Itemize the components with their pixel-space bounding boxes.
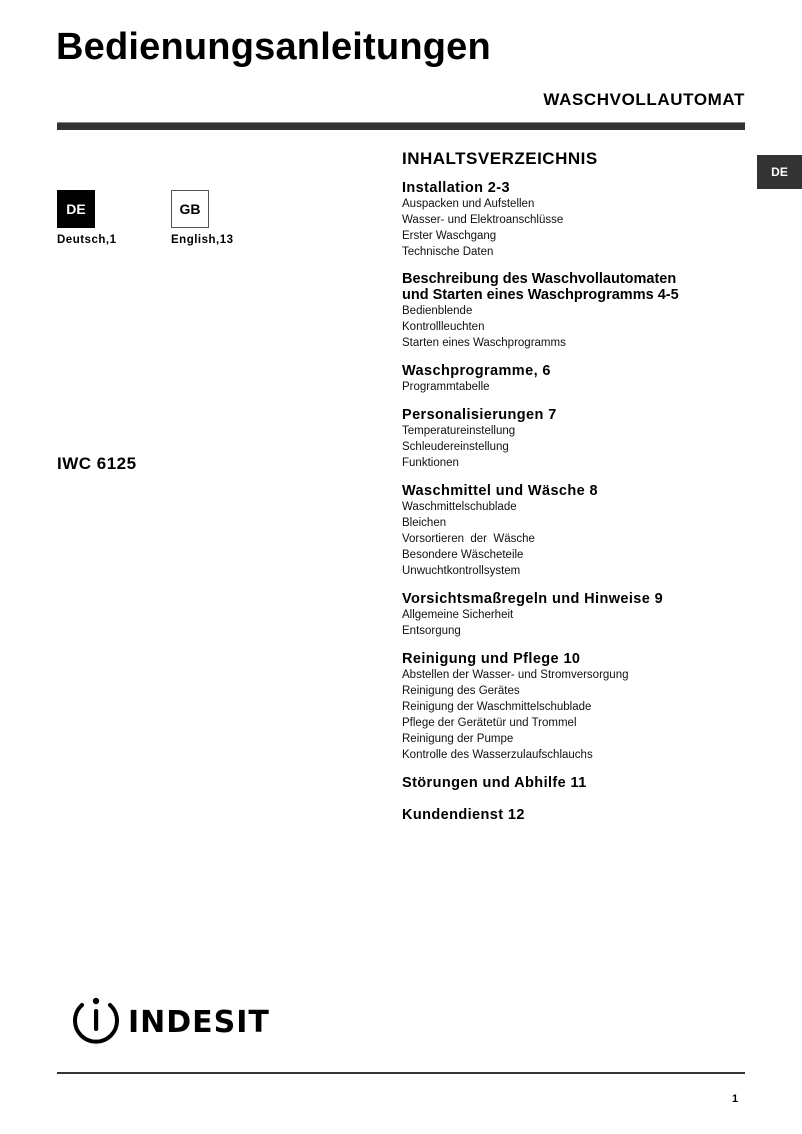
model-number: IWC 6125 bbox=[57, 454, 137, 473]
toc-section-reinigung bbox=[402, 651, 747, 763]
toc-item: Schleudereinstellung bbox=[402, 441, 509, 453]
toc-section-title[interactable]: Reinigung und Pflege 10 bbox=[402, 651, 581, 667]
brand-wordmark: INDESIT bbox=[128, 1005, 270, 1040]
toc-item: Waschmittelschublade bbox=[402, 501, 517, 513]
toc-item: Auspacken und Aufstellen bbox=[402, 198, 535, 210]
toc-item: Entsorgung bbox=[402, 625, 461, 637]
toc-section-waschprogramme bbox=[402, 363, 747, 395]
header-divider-bar bbox=[57, 122, 745, 130]
toc-item: Abstellen der Wasser- und Stromversorgung bbox=[402, 669, 629, 681]
toc-section-title-line: Beschreibung des Waschvollautomaten bbox=[402, 271, 677, 287]
language-option-gb[interactable] bbox=[171, 190, 271, 246]
toc-item: Pflege der Gerätetür und Trommel bbox=[402, 717, 577, 729]
toc-section-title[interactable]: Waschmittel und Wäsche 8 bbox=[402, 483, 598, 499]
toc-item: Temperatureinstellung bbox=[402, 425, 516, 437]
toc-item: Vorsortieren der Wäsche bbox=[402, 533, 535, 545]
toc-section-vorsichtsmassregeln bbox=[402, 591, 747, 639]
toc-item: Unwuchtkontrollsystem bbox=[402, 565, 521, 577]
toc-item: Reinigung der Waschmittelschublade bbox=[402, 701, 592, 713]
toc-section-waschmittel bbox=[402, 483, 747, 579]
toc-section-personalisierungen bbox=[402, 407, 747, 471]
toc-item: Kontrollleuchten bbox=[402, 321, 485, 333]
language-label-gb: English,13 bbox=[171, 234, 234, 246]
toc-item: Funktionen bbox=[402, 457, 459, 469]
power-i-logo-icon bbox=[72, 993, 272, 1045]
toc-section-title[interactable]: Personalisierungen 7 bbox=[402, 407, 557, 423]
language-badge-gb: GB bbox=[171, 190, 209, 228]
toc-section-title-line: und Starten eines Waschprogramms 4-5 bbox=[402, 286, 679, 303]
language-side-tab: DE bbox=[757, 155, 802, 189]
language-label-de: Deutsch,1 bbox=[57, 234, 117, 246]
table-of-contents bbox=[402, 148, 747, 835]
toc-section-kundendienst bbox=[402, 807, 747, 823]
toc-section-title[interactable]: Vorsichtsmaßregeln und Hinweise 9 bbox=[402, 591, 664, 607]
toc-section-title[interactable]: Störungen und Abhilfe 11 bbox=[402, 775, 587, 791]
toc-section-title[interactable]: Kundendienst 12 bbox=[402, 807, 525, 823]
toc-item: Programmtabelle bbox=[402, 381, 490, 393]
toc-item: Wasser- und Elektroanschlüsse bbox=[402, 214, 564, 226]
toc-item: Reinigung des Gerätes bbox=[402, 685, 520, 697]
toc-item: Bedienblende bbox=[402, 305, 473, 317]
toc-item: Starten eines Waschprogramms bbox=[402, 337, 566, 349]
toc-item: Allgemeine Sicherheit bbox=[402, 609, 514, 621]
toc-section-installation bbox=[402, 180, 747, 260]
toc-section-title[interactable] bbox=[402, 272, 747, 303]
footer-divider bbox=[57, 1072, 745, 1074]
document-title: Bedienungsanleitungen bbox=[56, 26, 491, 68]
toc-item: Besondere Wäscheteile bbox=[402, 549, 524, 561]
language-badge-de: DE bbox=[57, 190, 95, 228]
toc-section-title[interactable]: Installation 2-3 bbox=[402, 180, 510, 196]
toc-item: Kontrolle des Wasserzulaufschlauchs bbox=[402, 749, 593, 761]
indesit-logo bbox=[72, 993, 272, 1045]
document-subtitle: WASCHVOLLAUTOMAT bbox=[543, 90, 745, 109]
toc-section-title[interactable]: Waschprogramme, 6 bbox=[402, 363, 551, 379]
language-option-de[interactable] bbox=[57, 190, 157, 246]
toc-section-stoerungen bbox=[402, 775, 747, 791]
toc-item: Technische Daten bbox=[402, 246, 494, 258]
toc-item: Reinigung der Pumpe bbox=[402, 733, 514, 745]
page-number: 1 bbox=[732, 1093, 739, 1105]
toc-item: Erster Waschgang bbox=[402, 230, 497, 242]
toc-item: Bleichen bbox=[402, 517, 447, 529]
toc-heading: INHALTSVERZEICHNIS bbox=[402, 149, 598, 168]
toc-section-beschreibung bbox=[402, 272, 747, 351]
